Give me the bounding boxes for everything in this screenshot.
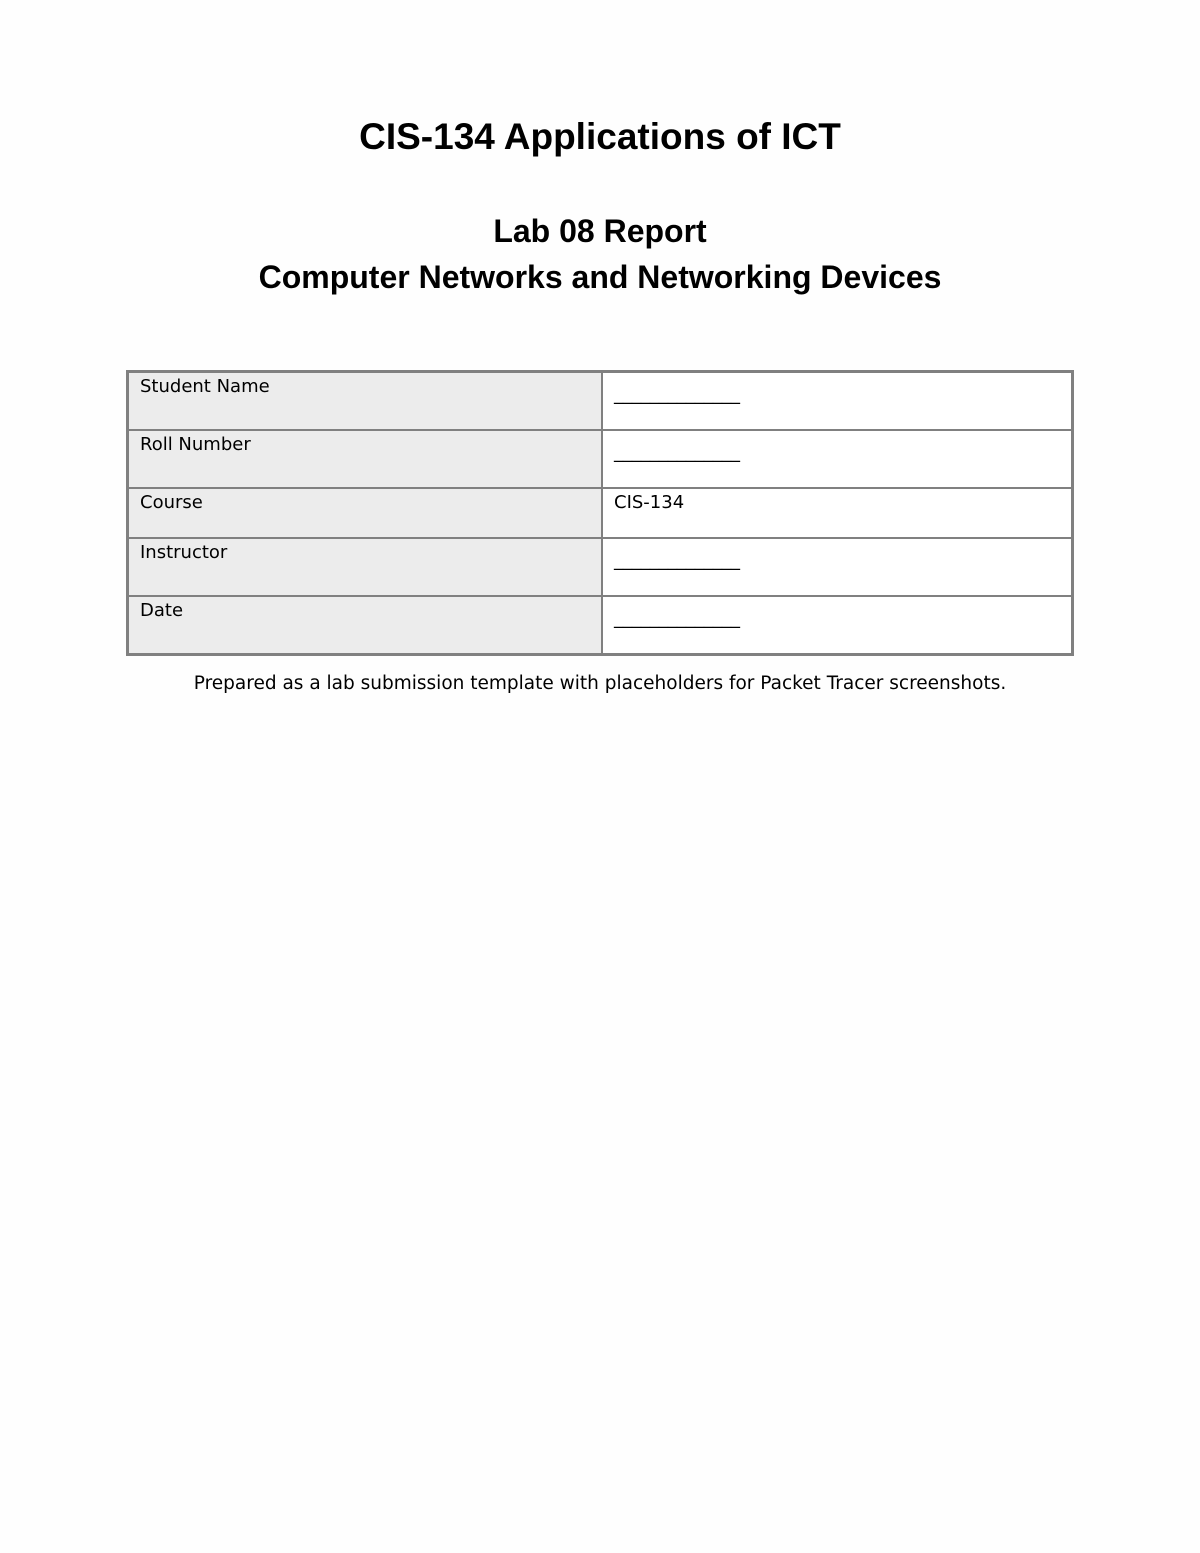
table-row-course [128,488,1073,538]
student-name-label: Student Name [128,372,603,431]
instructor-label: Instructor [128,538,603,596]
lab-title: Lab 08 Report [493,213,707,249]
course-title: CIS-134 Applications of ICT [359,116,841,157]
table-row-roll-number [128,430,1073,488]
footer-note: Prepared as a lab submission template with placeholders for Packet Tracer screenshots. [193,673,1007,694]
date-label: Date [128,596,603,655]
roll-number-label: Roll Number [128,430,603,488]
student-info-table [126,370,1074,656]
table-row-instructor [128,538,1073,596]
date-value: ______________ [602,596,1073,655]
course-label: Course [128,488,603,538]
course-value: CIS-134 [602,488,1073,538]
roll-number-value: ______________ [602,430,1073,488]
instructor-value: ______________ [602,538,1073,596]
student-name-value: ______________ [602,372,1073,431]
table-row-student-name [128,372,1073,431]
table-row-date [128,596,1073,655]
lab-subtitle: Computer Networks and Networking Devices [258,259,942,295]
